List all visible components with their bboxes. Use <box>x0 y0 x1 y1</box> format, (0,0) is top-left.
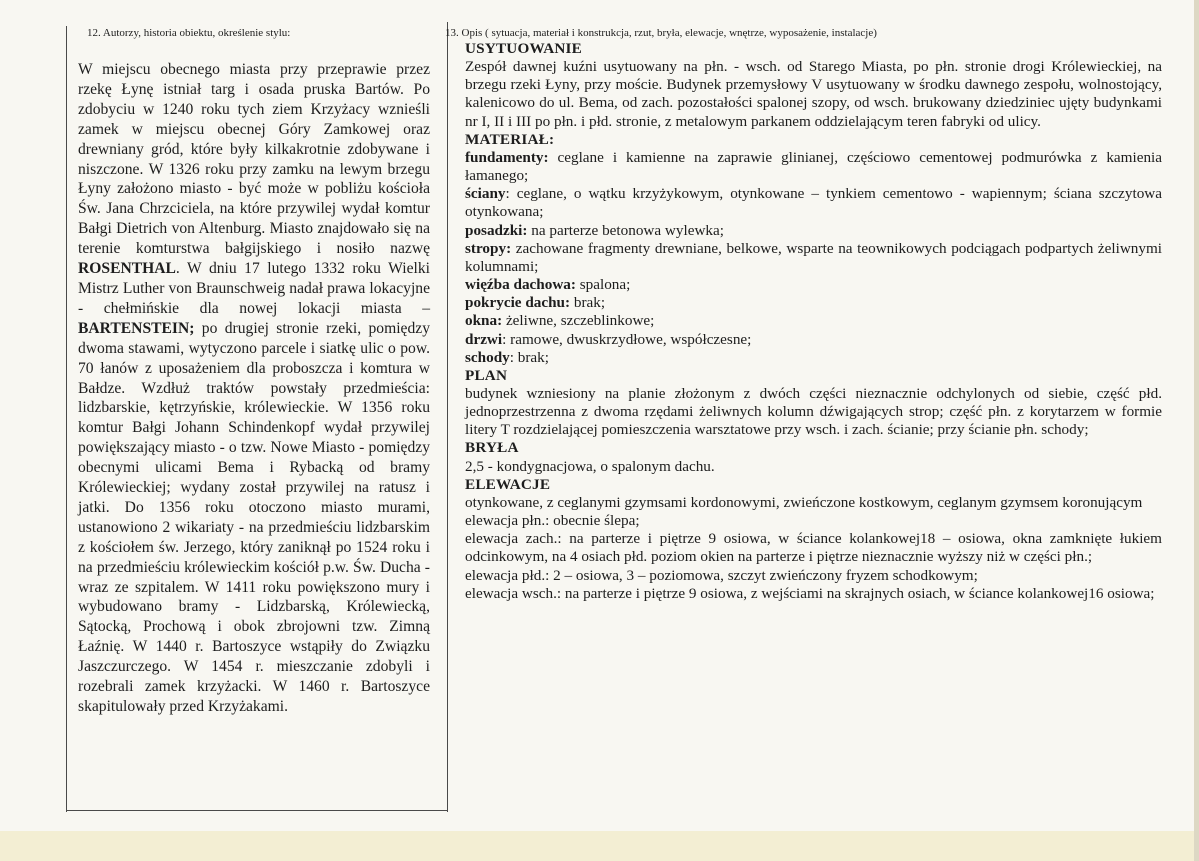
material-value: : brak; <box>509 348 549 366</box>
plan-heading: PLAN <box>465 366 508 384</box>
material-item <box>465 149 1162 185</box>
description-column <box>445 26 1163 603</box>
material-label: drzwi <box>465 330 503 348</box>
material-item <box>465 331 1162 349</box>
material-label: ściany <box>465 185 506 203</box>
material-item <box>465 349 1162 367</box>
form-vertical-divider <box>447 22 448 812</box>
material-value: : ceglane, o wątku krzyżykowym, otynkowane – tynkiem cementowo - wapiennym; ściana szczytowa otynkowana; <box>465 185 1162 221</box>
material-label: stropy: <box>465 239 512 257</box>
elewacja-item: elewacja zach.: na parterze i piętrze 9 osiowa, w ściance kolankowej18 – osiowa, okna zamknięte łukiem odcinkowym, na 4 osiach płd. poziom okien na parterze i piętrze nieznacznie wyższy niż w części płn.; <box>465 530 1162 566</box>
town-name-bartenstein: BARTENSTEIN; <box>78 319 195 337</box>
usytuowanie-text: Zespół dawnej kuźni usytuowany na płn. - wsch. od Starego Miasta, po płn. stronie drogi Królewieckiej, na brzegu rzeki Łyny, przy moście. Budynek przemysłowy V usytuowany w środku dawnego zespołu, wolnostojący, kalenicowo do ul. Bema, od zach. pozostałości spalonej szopy, od wsch. brukowany dziedziniec ujęty budynkami nr I, II i III po płn. i płd. stronie, z metalowym parkanem oddzielającym teren fabryki od ulicy. <box>465 58 1162 130</box>
history-column <box>78 26 430 717</box>
form-left-border <box>66 26 67 812</box>
bryla-heading: BRYŁA <box>465 439 519 457</box>
material-label: pokrycie dachu: <box>465 294 571 312</box>
description-section-header: 13. Opis ( sytuacja, materiał i konstrukcja, rzut, bryła, elewacje, wnętrze, wyposażenie, instalacje) <box>445 27 877 39</box>
material-value: zachowane fragmenty drewniane, belkowe, wsparte na teownikowych podciągach podpartych żeliwnymi kolumnami; <box>465 239 1163 275</box>
elewacja-item: elewacja płd.: 2 – osiowa, 3 – poziomowa, szczyt zwieńczony fryzem schodkowym; <box>465 566 978 584</box>
usytuowanie-heading: USYTUOWANIE <box>465 40 582 57</box>
elewacje-intro: otynkowane, z ceglanymi gzymsami kordonowymi, zwieńczone kostkowym, ceglanym gzymsem koronującym <box>465 493 1143 511</box>
elewacja-item: elewacja wsch.: na parterze i piętrze 9 osiowa, z wejściami na skrajnych osiach, w ściance kolankowej16 osiowa; <box>465 584 1155 602</box>
scan-bottom-edge <box>0 831 1199 861</box>
material-item <box>465 294 1162 312</box>
material-item <box>465 276 1162 294</box>
elewacja-item: elewacja płn.: obecnie ślepa; <box>465 512 640 530</box>
material-item <box>465 185 1162 221</box>
history-text <box>78 60 430 717</box>
history-paragraph-3: po drugiej stronie rzeki, pomiędzy dwoma stawami, wytyczono parcele i siatkę ulic o pow. 70 łanów z uposażeniem dla proboszcza i komtura w Bałdze. Wzdłuż traktów powstały przedmieścia: lidzbarskie, kętrzyńskie, królewieckie. W 1356 roku komtur Bałgi Johann Schindenkopf wydał przywilej powiększający miasto - o tzw. Nowe Miasto - pomiędzy obecnymi ulicami Bema i Rybacką od bramy Królewieckiej; wydany został przywilej na ratusz i jatki. Do 1356 roku otoczono miasto murami, ustanowiono 2 wikariaty - na przedmieściu lidzbarskim z kościołem św. Jerzego, który zaniknął po 1524 roku i na przedmieściu królewieckim kościół p.w. Św. Ducha - wraz ze szpitalem. W 1411 roku powiększono mury i wybudowano bramy - Lidzbarską, Królewiecką, Sątocką, Prochową i obok zbrojowni tzw. Zimną Łaźnię. W 1440 r. Bartoszyce wstąpiły do Związku Jaszczurczego. W 1454 r. mieszczanie zdobyli i rozebrali zamek krzyżacki. W 1460 r. Bartoszyce skapitulowały przed Krzyżakami. <box>78 319 430 715</box>
material-label: posadzki: <box>465 221 528 239</box>
scan-right-edge <box>1194 0 1199 861</box>
material-value: spalona; <box>579 276 631 294</box>
material-value: żeliwne, szczeblinkowe; <box>505 312 655 330</box>
material-value: brak; <box>573 294 606 312</box>
elewacje-heading: ELEWACJE <box>465 475 551 493</box>
material-item <box>465 240 1162 276</box>
plan-text: budynek wzniesiony na planie złożonym z dwóch części nieznacznie odchylonych od siebie, część płd. jednoprzestrzenna z dwoma rzędami żeliwnych kolumn dźwigających strop; część płn. z korytarzem w formie litery T rozdzielającej pomieszczenia warsztatowe przy wsch. i zach. ścianie; przy ścianie płn. schody; <box>465 384 1162 439</box>
material-label: schody <box>465 348 510 366</box>
material-label: okna: <box>465 312 503 330</box>
town-name-rosenthal: ROSENTHAL <box>78 260 176 278</box>
material-heading: MATERIAŁ: <box>465 130 555 148</box>
material-label: więźba dachowa: <box>465 276 576 294</box>
material-value: na parterze betonowa wylewka; <box>531 221 724 239</box>
description-body <box>465 40 1162 603</box>
material-label: fundamenty: <box>465 148 549 166</box>
history-section-header: 12. Autorzy, historia obiektu, określenie stylu: <box>87 27 291 39</box>
form-bottom-line <box>66 810 448 811</box>
history-paragraph-1: W miejscu obecnego miasta przy przeprawie przez rzekę Łynę istniał targ i osada pruska Bartów. Po zdobyciu w 1240 roku tych ziem Krzyżacy wznieśli zamek w miejscu obecnej Góry Zamkowej oraz drewniany gród, które były kilkakrotnie zdobywane i niszczone. W 1326 roku przy zamku na lewym brzegu Łyny założono miasto - być może w pobliżu kościoła Św. Jana Chrzciciela, na które przywilej wydał komtur Bałgi Dietrich von Altenburg. Miasto znajdowało się na terenie komturstwa bałgijskiego i nosiło nazwę <box>78 61 430 258</box>
material-item <box>465 222 1162 240</box>
bryla-text: 2,5 - kondygnacjowa, o spalonym dachu. <box>465 457 715 475</box>
material-value: : ramowe, dwuskrzydłowe, współczesne; <box>502 330 752 348</box>
material-value: ceglane i kamienne na zaprawie glinianej, częściowo cementowej podmurówka z kamienia łamanego; <box>465 148 1163 185</box>
material-item <box>465 312 1162 330</box>
history-paragraph-2: . W dniu 17 lutego 1332 roku Wielki Mistrz Luther von Braunschweig nadał prawa lokacyjne - chełmińskie dla nowej lokacji miasta – <box>78 260 430 317</box>
